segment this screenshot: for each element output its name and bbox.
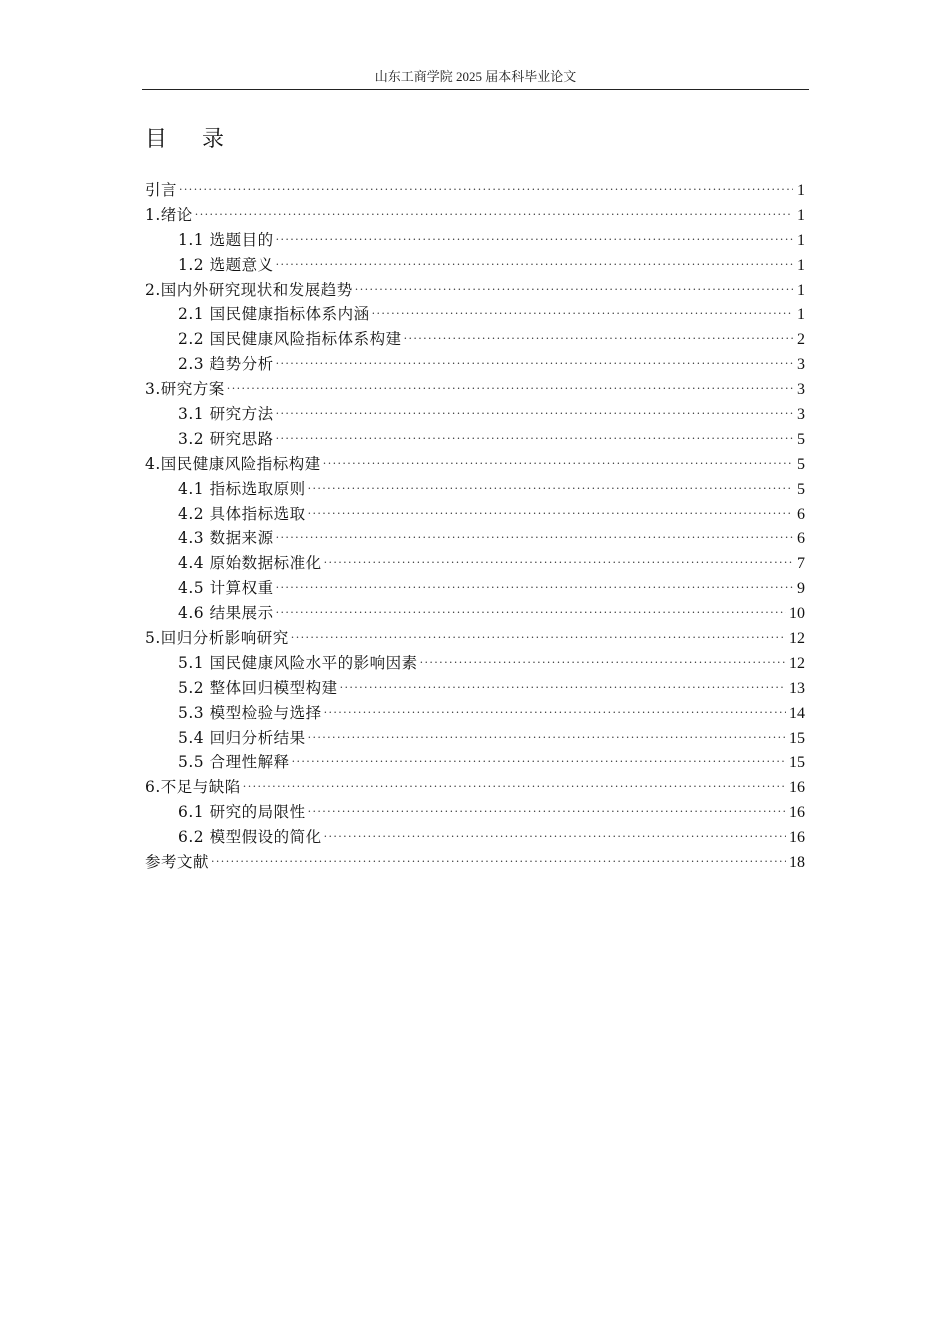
toc-entry[interactable] — [145, 452, 805, 477]
toc-entry[interactable] — [145, 701, 805, 726]
toc-entry[interactable] — [145, 800, 805, 825]
toc-leader-dots — [323, 452, 793, 477]
toc-entry[interactable] — [145, 601, 805, 626]
toc-entry-page-number: 15 — [789, 754, 805, 772]
toc-entry-label: 1.1 选题目的 — [178, 230, 274, 249]
toc-entry-label: 4.5 计算权重 — [178, 579, 274, 598]
toc-entry-page-number: 18 — [789, 854, 805, 872]
toc-entry-page-number: 12 — [789, 654, 805, 672]
toc-leader-dots — [308, 502, 793, 527]
toc-entry-label: 2.3 趋势分析 — [178, 355, 274, 374]
toc-entry-page-number: 5 — [797, 455, 805, 473]
toc-entry[interactable] — [145, 228, 805, 253]
toc-entry-label: 4.1 指标选取原则 — [178, 479, 306, 498]
toc-entry-page-number: 7 — [797, 555, 805, 573]
toc-entry-label: 3.1 研究方法 — [178, 405, 274, 424]
toc-leader-dots — [404, 327, 793, 352]
toc-entry-page-number: 16 — [789, 804, 805, 822]
toc-leader-dots — [276, 253, 793, 278]
toc-leader-dots — [308, 477, 793, 502]
toc-leader-dots — [324, 701, 786, 726]
toc-leader-dots — [420, 651, 786, 676]
toc-entry-label: 引言 — [145, 181, 178, 199]
toc-entry-label: 2.1 国民健康指标体系内涵 — [178, 305, 370, 324]
toc-entry-page-number: 3 — [797, 406, 805, 424]
toc-entry-page-number: 14 — [789, 704, 805, 722]
toc-entry[interactable] — [145, 651, 805, 676]
toc-entry-page-number: 1 — [797, 182, 805, 199]
toc-entry-page-number: 16 — [789, 829, 805, 847]
toc-entry[interactable] — [145, 253, 805, 278]
toc-entry-page-number: 1 — [797, 281, 805, 299]
toc-entry-page-number: 6 — [797, 530, 805, 548]
toc-entry[interactable] — [145, 626, 805, 651]
page-header-text: 山东工商学院 2025 届本科毕业论文 — [374, 69, 577, 84]
toc-entry[interactable] — [145, 477, 805, 502]
toc-entry-label: 6.1 研究的局限性 — [178, 803, 306, 822]
toc-entry-label: 5.回归分析影响研究 — [145, 629, 289, 648]
toc-entry-page-number: 1 — [797, 206, 805, 224]
toc-entry-page-number: 16 — [789, 779, 805, 797]
toc-entry[interactable] — [145, 850, 805, 875]
toc-leader-dots — [372, 302, 793, 327]
toc-entry[interactable] — [145, 775, 805, 800]
page-header — [142, 68, 809, 90]
toc-entry-label: 4.2 具体指标选取 — [178, 504, 306, 523]
toc-entry[interactable] — [145, 750, 805, 775]
toc-entry-page-number: 15 — [789, 729, 805, 747]
toc-entry-page-number: 13 — [789, 679, 805, 697]
toc-leader-dots — [276, 427, 793, 452]
toc-leader-dots — [292, 750, 786, 775]
toc-entry-page-number: 3 — [797, 381, 805, 399]
toc-leader-dots — [340, 676, 786, 701]
toc-entry[interactable] — [145, 302, 805, 327]
toc-entry-page-number: 12 — [789, 630, 805, 648]
toc-leader-dots — [308, 726, 786, 751]
toc-entry-page-number: 3 — [797, 356, 805, 374]
toc-entry[interactable] — [145, 278, 805, 303]
toc-entry-label: 4.国民健康风险指标构建 — [145, 454, 321, 473]
toc-entry-page-number: 5 — [797, 480, 805, 498]
toc-entry-label: 4.3 数据来源 — [178, 529, 274, 548]
toc-entry-page-number: 9 — [797, 580, 805, 598]
toc-leader-dots — [291, 626, 786, 651]
toc-entry[interactable] — [145, 676, 805, 701]
toc-entry-label: 6.不足与缺陷 — [145, 778, 241, 797]
toc-leader-dots — [324, 551, 793, 576]
toc-entry-page-number: 5 — [797, 430, 805, 448]
toc-leader-dots — [211, 850, 786, 875]
toc-leader-dots — [276, 526, 793, 551]
toc-entry[interactable] — [145, 352, 805, 377]
toc-leader-dots — [308, 800, 786, 825]
toc-entry[interactable] — [145, 551, 805, 576]
toc-entry-label: 2.国内外研究现状和发展趋势 — [145, 280, 353, 299]
toc-entry-label: 3.2 研究思路 — [178, 429, 274, 448]
toc-entry[interactable] — [145, 327, 805, 352]
toc-entry[interactable] — [145, 402, 805, 427]
toc-entry-label: 5.3 模型检验与选择 — [178, 703, 322, 722]
toc-entry[interactable] — [145, 576, 805, 601]
toc-entry[interactable] — [145, 377, 805, 402]
toc-list — [145, 178, 805, 875]
toc-entry-label: 3.研究方案 — [145, 380, 225, 399]
toc-leader-dots — [324, 825, 786, 850]
toc-leader-dots — [276, 228, 793, 253]
toc-entry-page-number: 10 — [789, 605, 805, 623]
toc-entry[interactable] — [145, 726, 805, 751]
toc-entry-page-number: 1 — [797, 306, 805, 324]
toc-entry-label: 5.1 国民健康风险水平的影响因素 — [178, 653, 418, 672]
toc-entry[interactable] — [145, 178, 805, 203]
toc-entry-page-number: 6 — [797, 505, 805, 523]
toc-entry-page-number: 2 — [797, 331, 805, 349]
toc-entry-label: 5.5 合理性解释 — [178, 753, 290, 772]
toc-leader-dots — [195, 203, 793, 228]
toc-entry-page-number: 1 — [797, 256, 805, 274]
toc-entry[interactable] — [145, 502, 805, 527]
toc-title: 目 录 — [145, 127, 238, 152]
toc-entry[interactable] — [145, 526, 805, 551]
toc-entry-page-number: 1 — [797, 231, 805, 249]
toc-leader-dots — [276, 576, 793, 601]
toc-leader-dots — [243, 775, 786, 800]
toc-leader-dots — [179, 178, 793, 203]
toc-leader-dots — [276, 601, 786, 626]
toc-entry[interactable] — [145, 427, 805, 452]
toc-entry-label: 参考文献 — [145, 853, 210, 872]
toc-entry-label: 1.2 选题意义 — [178, 255, 274, 274]
toc-entry-label: 4.4 原始数据标准化 — [178, 554, 322, 573]
toc-leader-dots — [276, 352, 793, 377]
toc-entry-label: 1.绪论 — [145, 205, 193, 224]
toc-entry-label: 5.4 回归分析结果 — [178, 728, 306, 747]
toc-entry-label: 4.6 结果展示 — [178, 604, 274, 623]
toc-leader-dots — [227, 377, 793, 402]
toc-leader-dots — [276, 402, 793, 427]
toc-entry-label: 5.2 整体回归模型构建 — [178, 678, 338, 697]
toc-entry-label: 6.2 模型假设的简化 — [178, 828, 322, 847]
toc-entry-label: 2.2 国民健康风险指标体系构建 — [178, 330, 402, 349]
toc-entry[interactable] — [145, 203, 805, 228]
toc-entry[interactable] — [145, 825, 805, 850]
toc-leader-dots — [355, 278, 793, 303]
